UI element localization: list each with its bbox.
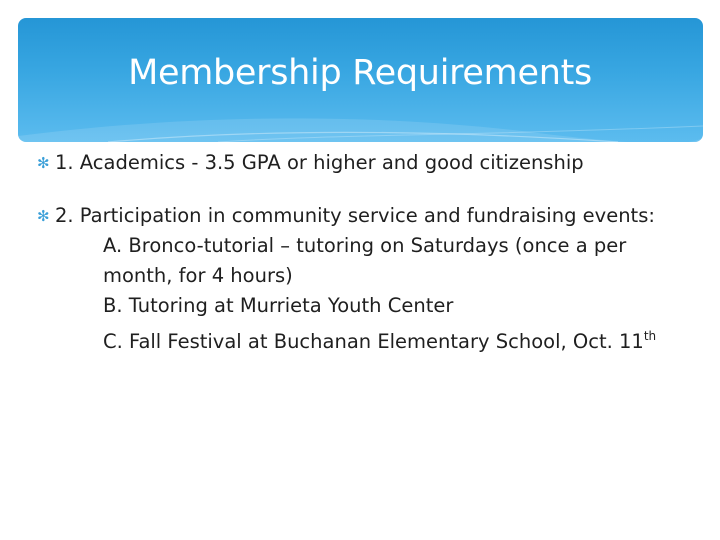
subitem-bronco-tutorial: A. Bronco-tutorial – tutoring on Saturdays (once a per month, for 4 hours)	[103, 234, 627, 287]
subitem-fall-festival-text: C. Fall Festival at Buchanan Elementary School, Oct. 11	[103, 330, 644, 353]
bullet-list	[37, 148, 697, 357]
asterisk-bullet-icon: ✻	[37, 207, 50, 225]
bullet-participation	[37, 201, 697, 357]
subitem-fall-festival-superscript: th	[643, 329, 657, 343]
bullet-participation-text: 2. Participation in community service and fundraising events:	[55, 204, 655, 227]
subitem-fall-festival	[103, 321, 697, 357]
subitem-murrieta-youth-center: B. Tutoring at Murrieta Youth Center	[103, 294, 454, 317]
participation-subitems	[55, 231, 697, 357]
slide-title: Membership Requirements	[128, 53, 592, 93]
bullet-academics	[37, 148, 697, 178]
bullet-academics-text: 1. Academics - 3.5 GPA or higher and good citizenship	[55, 151, 584, 174]
asterisk-bullet-icon: ✻	[37, 154, 50, 172]
